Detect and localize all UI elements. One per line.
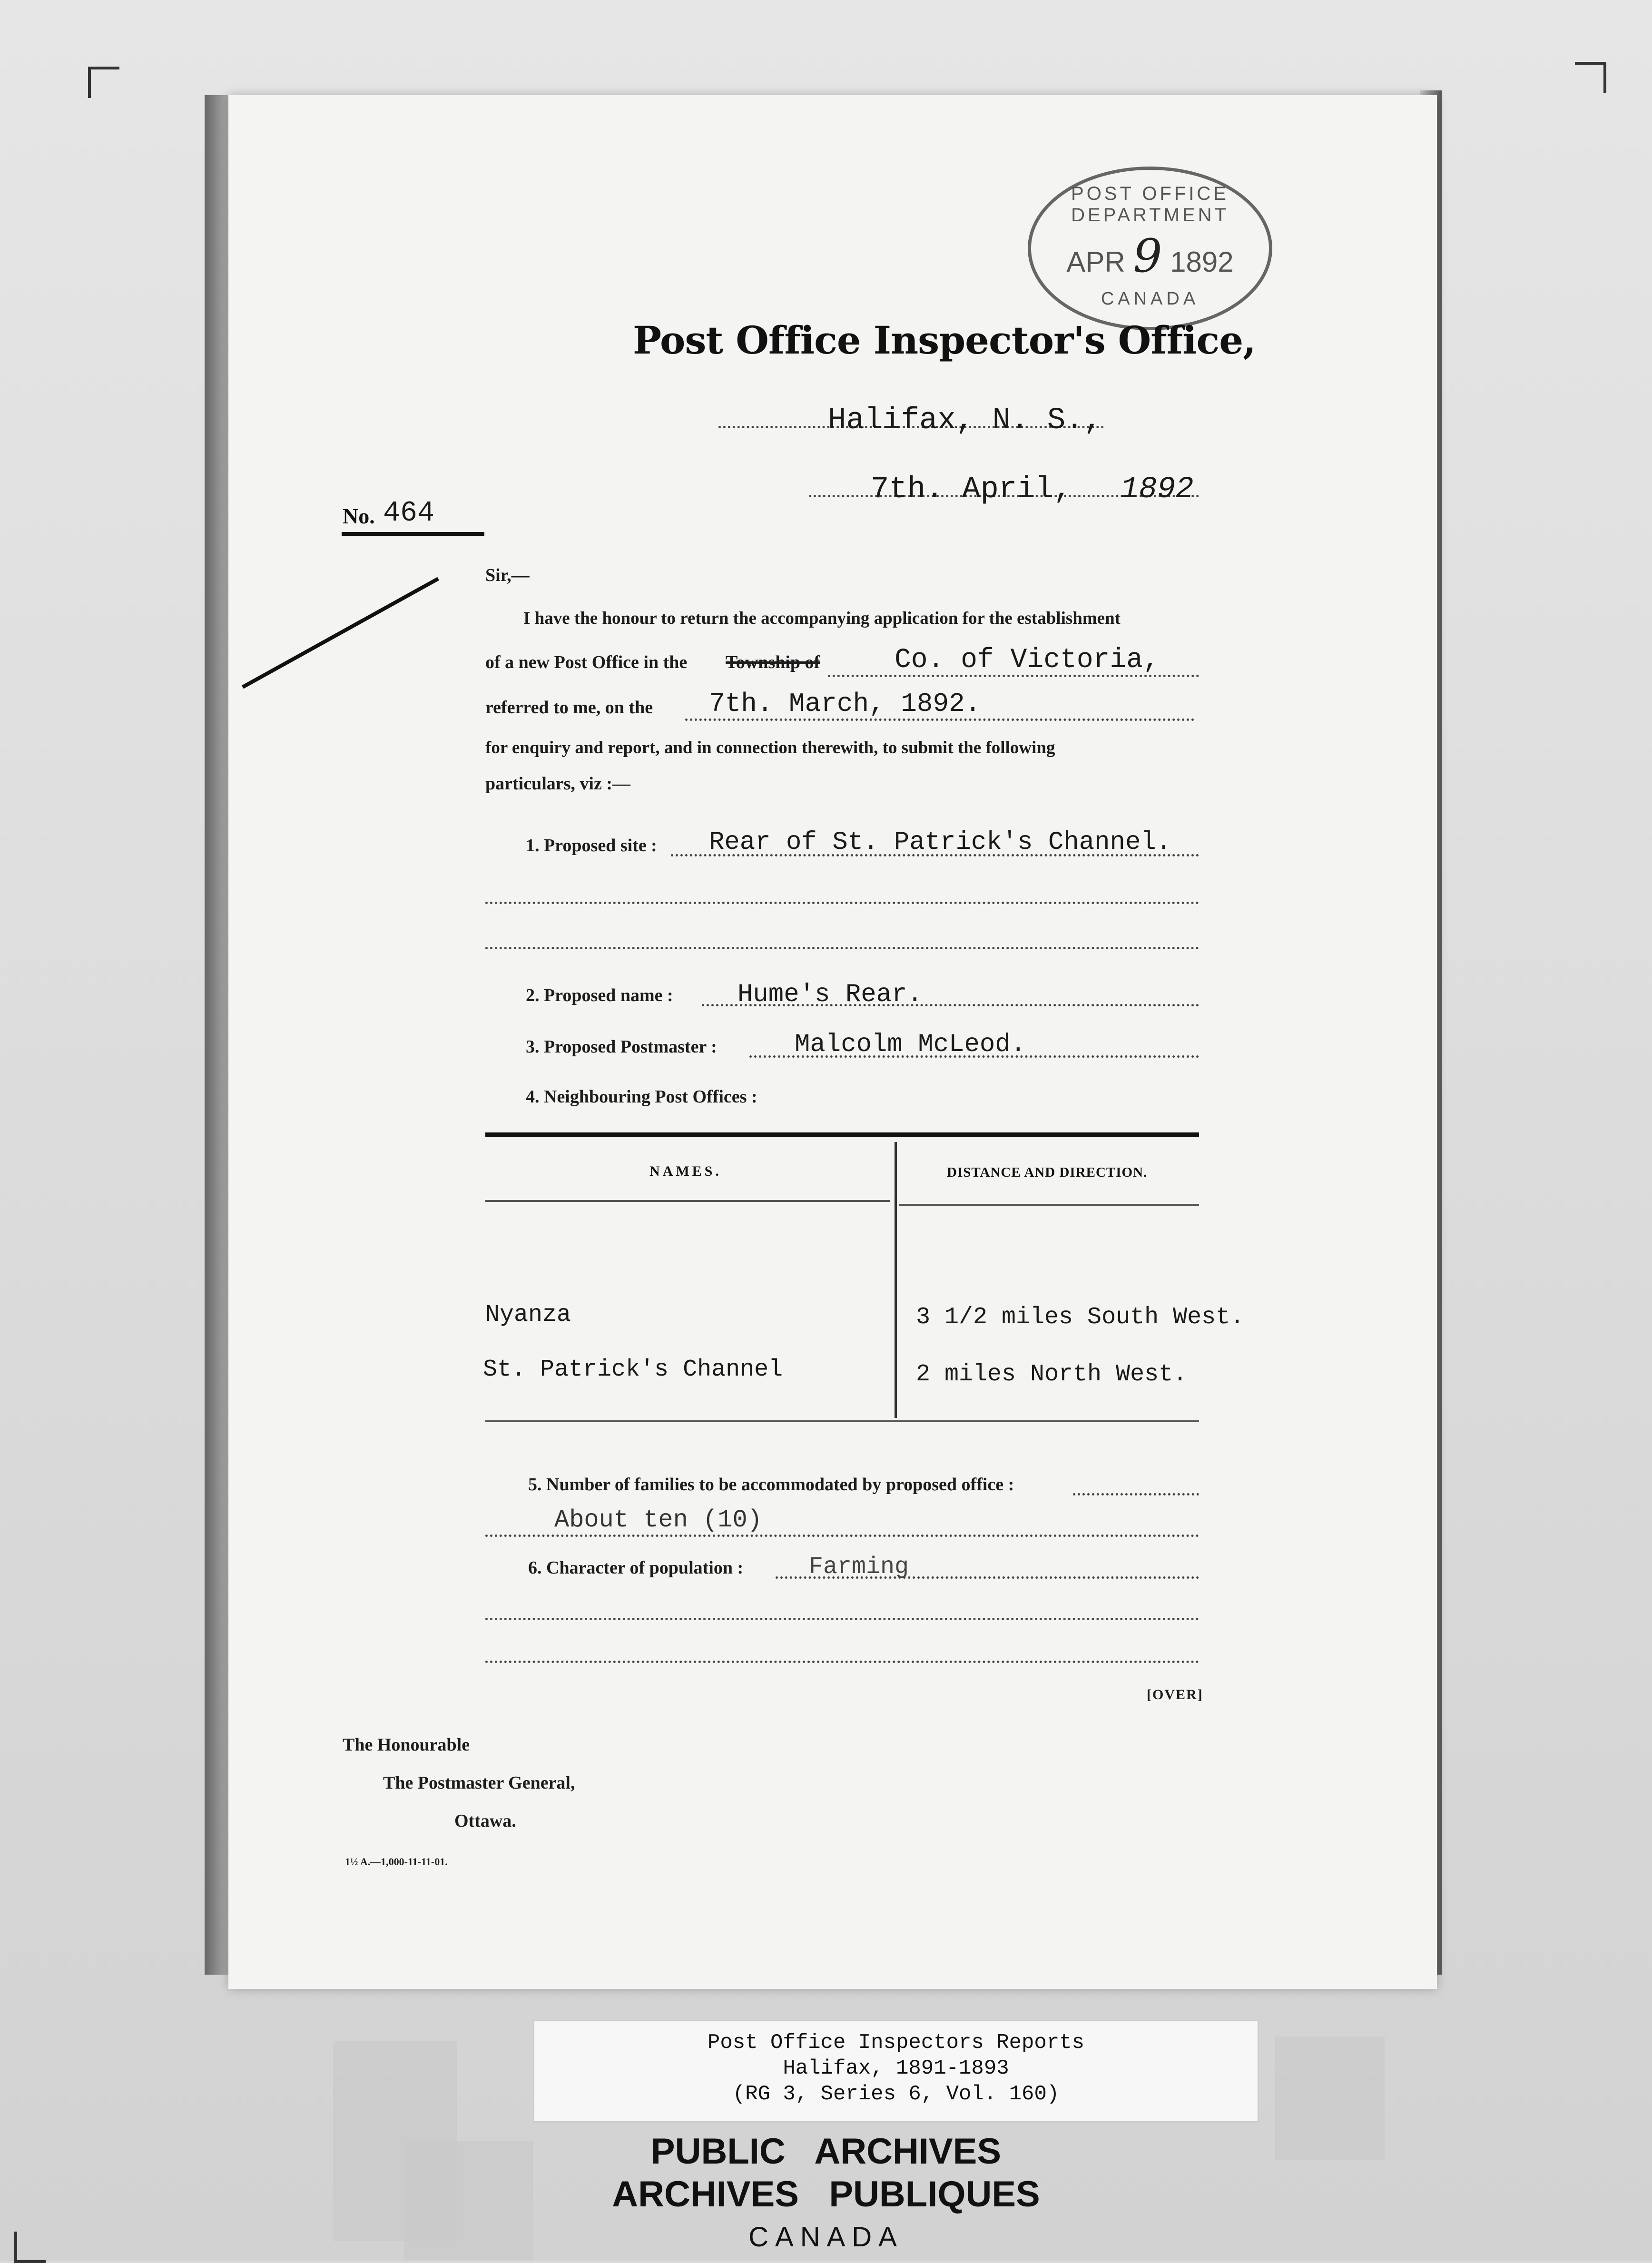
table-row-1-distance: 3 1/2 miles South West. <box>916 1304 1245 1331</box>
body-line-3: referred to me, on the <box>485 698 653 718</box>
number-label: No. <box>343 504 375 528</box>
table-header-names: NAMES. <box>649 1163 722 1179</box>
archives-line-2: ARCHIVES PUBLIQUES <box>612 2174 1040 2214</box>
archive-label-line-2: Halifax, 1891-1893 <box>783 2056 1009 2080</box>
received-stamp <box>1028 167 1272 330</box>
families-value: About ten (10) <box>554 1506 762 1534</box>
dotted-line <box>485 947 1199 949</box>
table-bottom-rule <box>485 1420 1199 1422</box>
county-value: Co. of Victoria, <box>895 645 1160 676</box>
body-line-1: I have the honour to return the accompanying application for the establishment <box>523 609 1121 628</box>
table-header-distance: DISTANCE AND DIRECTION. <box>947 1165 1148 1180</box>
table-row-2-distance: 2 miles North West. <box>916 1361 1188 1388</box>
postmaster-label: 3. Proposed Postmaster : <box>526 1037 717 1057</box>
body-line-2: of a new Post Office in the <box>485 652 688 672</box>
site-value: Rear of St. Patrick's Channel. <box>709 828 1172 857</box>
office-heading: Post Office Inspector's Office, <box>633 318 1256 363</box>
archives-line-1: PUBLIC ARCHIVES <box>650 2131 1002 2172</box>
archive-label <box>533 2020 1259 2123</box>
stamp-top-text: POST OFFICE DEPARTMENT <box>1071 183 1229 226</box>
body-line-4: for enquiry and report, and in connection therewith, to submit the following <box>485 738 1055 758</box>
place: Halifax, N. S., <box>828 403 1102 438</box>
dotted-line <box>485 1618 1199 1620</box>
dotted-line <box>485 902 1199 904</box>
table-header-rule <box>485 1200 890 1202</box>
dotted-line <box>485 1661 1199 1663</box>
families-label: 5. Number of families to be accommodated by proposed office : <box>528 1475 1014 1495</box>
crop-mark <box>88 67 119 98</box>
dotted-line <box>1073 1493 1199 1496</box>
date: 7th. April, <box>871 472 1072 507</box>
address-line-1: The Honourable <box>343 1735 470 1755</box>
stamp-year: 1892 <box>1170 246 1234 278</box>
postmaster-value: Malcolm McLeod. <box>795 1030 1026 1059</box>
form-code: 1½ A.—1,000-11-11-01. <box>345 1856 448 1868</box>
body-line-5: particulars, viz :— <box>485 774 631 794</box>
site-label: 1. Proposed site : <box>526 836 657 856</box>
name-value: Hume's Rear. <box>738 980 923 1009</box>
population-label: 6. Character of population : <box>528 1558 744 1578</box>
salutation: Sir,— <box>485 565 530 585</box>
table-top-rule <box>485 1132 1199 1137</box>
table-column-divider <box>895 1142 897 1418</box>
archives-line-3: CANADA <box>748 2222 904 2253</box>
stamp-month: APR <box>1066 246 1125 278</box>
dotted-line <box>485 1535 1199 1537</box>
crop-mark <box>1575 62 1606 93</box>
archive-label-line-1: Post Office Inspectors Reports <box>707 2031 1085 2055</box>
archive-label-line-3: (RG 3, Series 6, Vol. 160) <box>732 2082 1060 2106</box>
year: 1892 <box>1121 472 1194 507</box>
address-line-3: Ottawa. <box>454 1811 516 1831</box>
over-marker: [OVER] <box>1147 1687 1203 1702</box>
stamp-date <box>1031 229 1269 283</box>
address-line-2: The Postmaster General, <box>383 1773 575 1793</box>
number-rule <box>342 532 484 536</box>
table-row-2-name: St. Patrick's Channel <box>483 1356 783 1383</box>
stamp-bottom-text: CANADA <box>1101 289 1200 309</box>
table-row-1-name: Nyanza <box>485 1301 571 1328</box>
name-label: 2. Proposed name : <box>526 985 673 1005</box>
table-header-rule <box>899 1204 1199 1206</box>
stamp-day: 9 <box>1133 229 1162 283</box>
number-value: 464 <box>383 497 435 530</box>
neighbours-label: 4. Neighbouring Post Offices : <box>526 1087 757 1107</box>
referred-date: 7th. March, 1892. <box>709 689 981 719</box>
population-value: Farming <box>809 1554 909 1581</box>
struck-township: Township of <box>726 652 820 672</box>
